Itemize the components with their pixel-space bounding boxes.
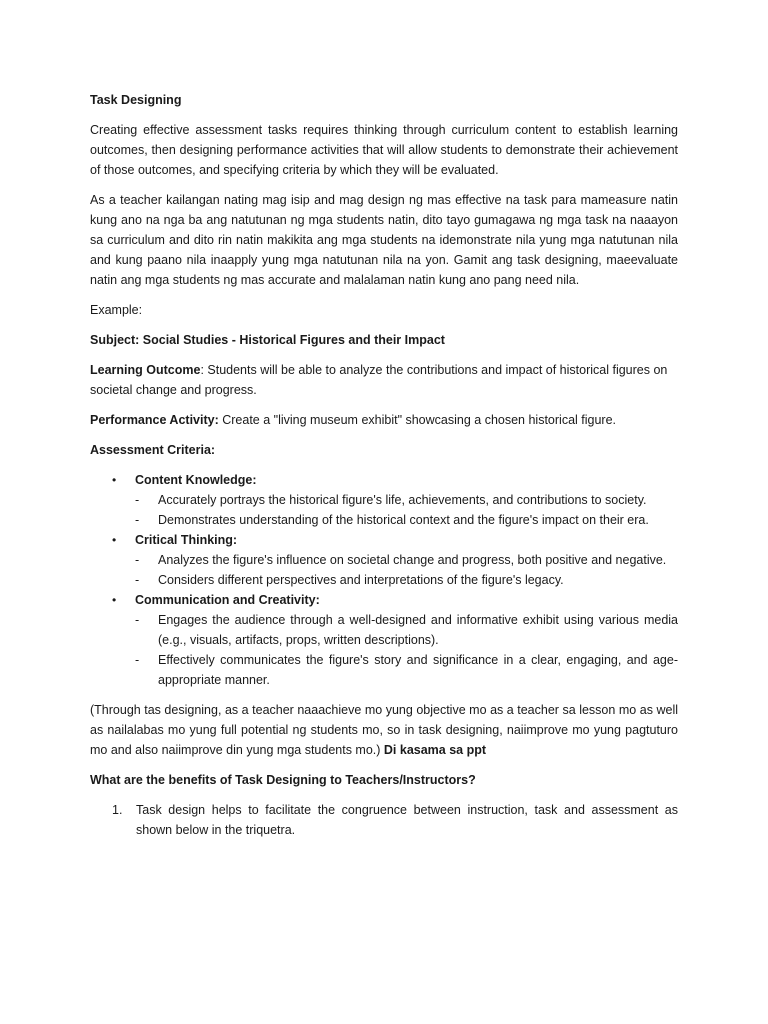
bullet-icon: •	[112, 593, 117, 607]
criteria-sublist	[135, 550, 678, 590]
criteria-item	[90, 590, 678, 690]
learning-outcome-text: : Students will be able to analyze the contributions and impact of historical figures on societal change and progress.	[90, 363, 668, 397]
note-paragraph	[90, 700, 678, 760]
assessment-criteria-label: Assessment Criteria:	[90, 443, 216, 457]
benefit-item	[90, 800, 678, 840]
benefit-number: 1.	[112, 803, 123, 817]
criteria-subitem	[135, 510, 678, 530]
criteria-subitem-text: Engages the audience through a well-designed and informative exhibit using various media (e.g., visuals, artifacts, props, written descriptions).	[158, 613, 678, 647]
learning-outcome-paragraph	[90, 360, 678, 400]
example-label: Example:	[90, 303, 143, 317]
criteria-sublist	[135, 490, 678, 530]
benefits-list	[90, 800, 678, 840]
dash-icon: -	[135, 613, 140, 627]
criteria-item	[90, 530, 678, 590]
tagalog-paragraph: As a teacher kailangan nating mag isip and mag design ng mas effective na task para mameasure natin kung ano na nga ba ang natutunan ng mga students natin, dito tayo gumagawa ng mga task na naaayon sa curriculum and dito rin natin makikita ang mga students na idemonstrate nila yung mga natutunan nila and kung paano nila inaapply yung mga natutunan nila na yon. Gamit ang task designing, maeevaluate natin ang mga students ng mas accurate and malalaman natin kung ano pang need nila.	[90, 193, 678, 287]
criteria-heading: Content Knowledge:	[135, 473, 257, 487]
criteria-subitem-text: Accurately portrays the historical figure's life, achievements, and contributions to society.	[158, 493, 647, 507]
assessment-criteria-list	[90, 470, 678, 690]
performance-activity-label: Performance Activity:	[90, 413, 219, 427]
criteria-item	[90, 470, 678, 530]
criteria-subitem-text: Demonstrates understanding of the historical context and the figure's impact on their era.	[158, 513, 649, 527]
intro-paragraph: Creating effective assessment tasks requires thinking through curriculum content to establish learning outcomes, then designing performance activities that will allow students to demonstrate their achievement of those outcomes, and specifying criteria by which they will be evaluated.	[90, 123, 678, 177]
dash-icon: -	[135, 513, 140, 527]
benefit-text: Task design helps to facilitate the congruence between instruction, task and assessment as shown below in the triquetra.	[136, 803, 678, 837]
criteria-subitem-text: Analyzes the figure's influence on societal change and progress, both positive and negative.	[158, 553, 667, 567]
criteria-subitem	[135, 490, 678, 510]
criteria-subitem	[135, 610, 678, 650]
bullet-icon: •	[112, 473, 117, 487]
criteria-subitem-text: Considers different perspectives and interpretations of the figure's legacy.	[158, 573, 564, 587]
performance-activity-paragraph	[90, 410, 678, 430]
criteria-subitem-text: Effectively communicates the figure's story and significance in a clear, engaging, and age-appropriate manner.	[158, 653, 678, 687]
criteria-subitem	[135, 550, 678, 570]
criteria-subitem	[135, 650, 678, 690]
learning-outcome-label: Learning Outcome	[90, 363, 201, 377]
dash-icon: -	[135, 493, 140, 507]
dash-icon: -	[135, 553, 140, 567]
criteria-heading: Communication and Creativity:	[135, 593, 320, 607]
document-title: Task Designing	[90, 93, 182, 107]
criteria-sublist	[135, 610, 678, 690]
note-bold: Di kasama sa ppt	[383, 743, 487, 757]
dash-icon: -	[135, 573, 140, 587]
subject-line: Subject: Social Studies - Historical Figures and their Impact	[90, 333, 445, 347]
benefits-question: What are the benefits of Task Designing to Teachers/Instructors?	[90, 773, 476, 787]
performance-activity-text: Create a "living museum exhibit" showcasing a chosen historical figure.	[218, 413, 617, 427]
note-text: (Through tas designing, as a teacher naaachieve mo yung objective mo as a teacher sa lesson mo as well as nailalabas mo yung full potential ng students mo, so in task designing, naiimprove mo yung pagtuturo mo and also naiimprove din yung mga students mo.)	[90, 703, 678, 757]
bullet-icon: •	[112, 533, 117, 547]
dash-icon: -	[135, 653, 140, 667]
criteria-heading: Critical Thinking:	[135, 533, 238, 547]
criteria-subitem	[135, 570, 678, 590]
